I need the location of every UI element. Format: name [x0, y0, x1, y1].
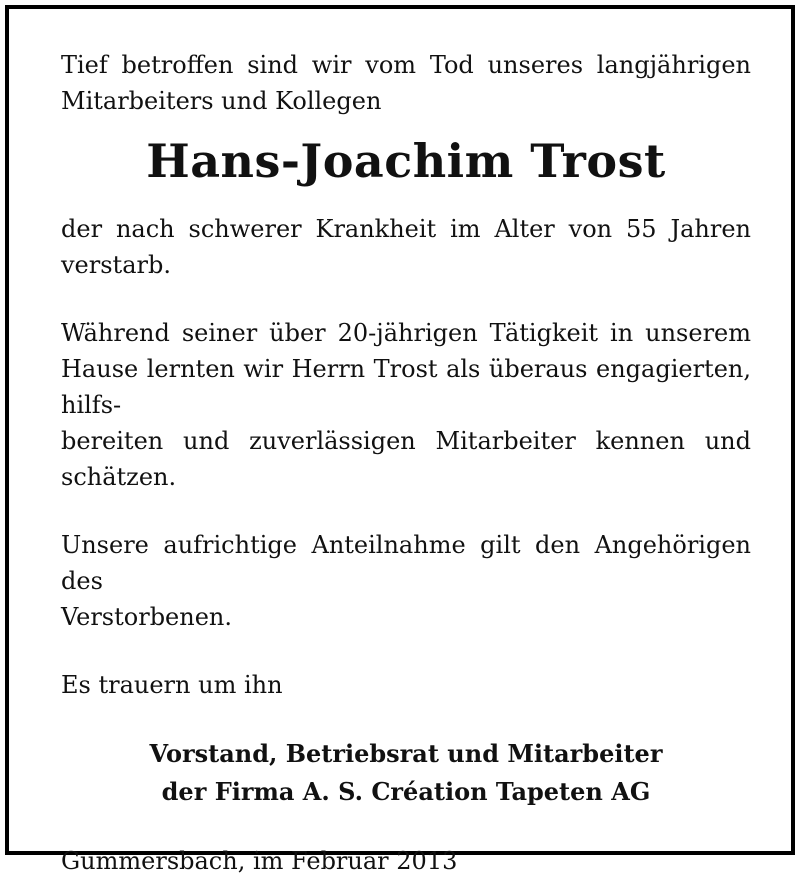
place-date-text: Gummersbach, im Februar 2013: [61, 847, 458, 875]
intro-line: Mitarbeiters und Kollegen: [61, 87, 382, 115]
place-date-line: [61, 843, 751, 879]
intro-paragraph: [61, 47, 751, 119]
tribute-line: Hause lernten wir Herrn Trost als überaus engagierten, hilfs-: [61, 355, 751, 419]
obituary-notice: [5, 5, 795, 875]
condolence-paragraph: [61, 527, 751, 635]
death-line: der nach schwerer Krankheit im Alter von 55 Jahren: [61, 215, 751, 243]
mourning-line: [61, 667, 751, 703]
condolence-line: Verstorbenen.: [61, 603, 232, 631]
signers-block: [61, 735, 751, 811]
notice-content: [61, 47, 751, 879]
tribute-line: bereiten und zuverlässigen Mitarbeiter kennen und schätzen.: [61, 427, 751, 491]
signer-line: der Firma A. S. Création Tapeten AG: [161, 777, 651, 806]
tribute-line: Während seiner über 20-jährigen Tätigkeit in unserem: [61, 319, 751, 347]
condolence-line: Unsere aufrichtige Anteilnahme gilt den Angehörigen des: [61, 531, 751, 595]
death-line: verstarb.: [61, 251, 171, 279]
deceased-name: Hans-Joachim Trost: [146, 134, 666, 188]
signer-line: Vorstand, Betriebsrat und Mitarbeiter: [149, 739, 663, 768]
tribute-paragraph: [61, 315, 751, 495]
mourning-text: Es trauern um ihn: [61, 671, 283, 699]
death-paragraph: [61, 211, 751, 283]
intro-line: Tief betroffen sind wir vom Tod unseres langjährigen: [61, 51, 751, 79]
